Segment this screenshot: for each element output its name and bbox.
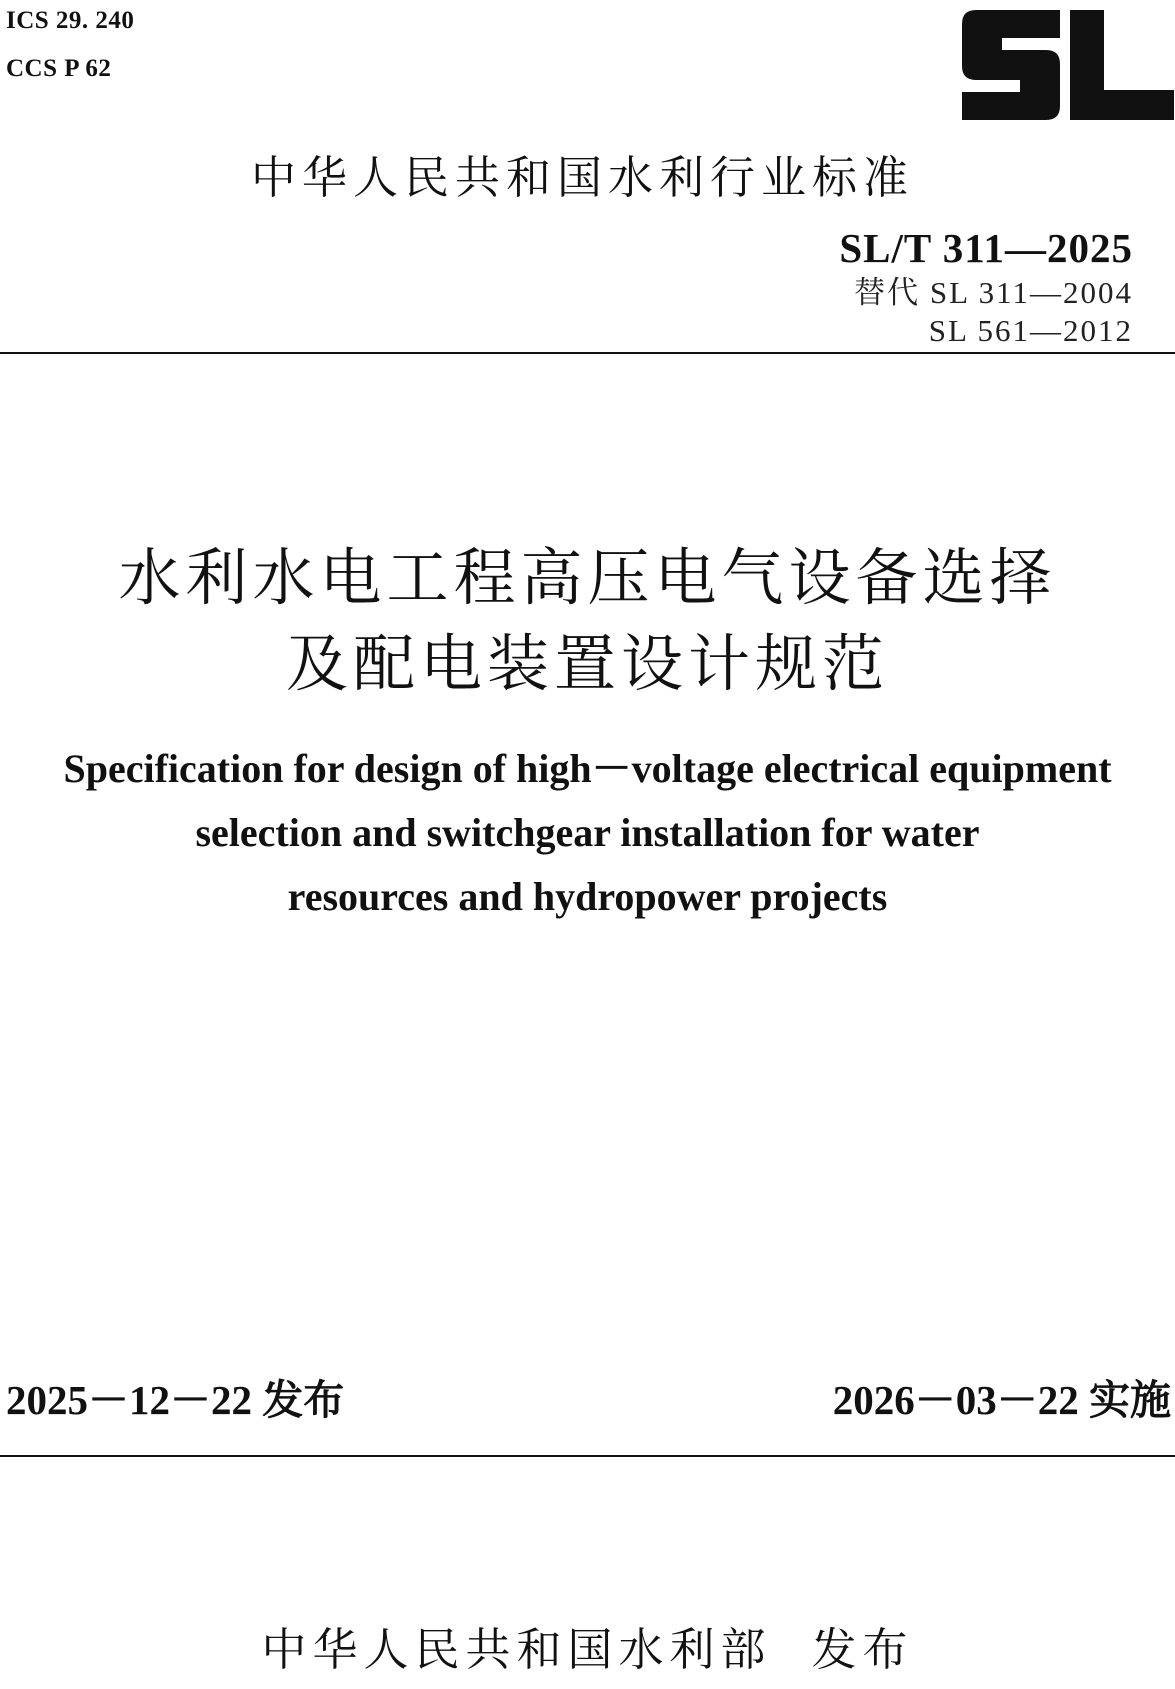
- issue-date: [6, 1374, 344, 1426]
- english-title-line-2: selection and switchgear installation for water: [195, 810, 980, 855]
- publisher-name: 中华人民共和国水利部: [261, 1623, 772, 1676]
- publisher: [0, 1620, 1175, 1680]
- chinese-title-line-1: 水利水电工程高压电气设备选择: [118, 541, 1057, 614]
- logo-letter-s: [962, 10, 1060, 120]
- standard-number: SL/T 311—2025: [839, 225, 1133, 271]
- implementation-date: [833, 1374, 1171, 1426]
- implementation-date-label: 实施: [1089, 1376, 1171, 1424]
- top-divider: [0, 352, 1175, 354]
- bottom-divider: [0, 1455, 1175, 1457]
- english-title-line-3: resources and hydropower projects: [287, 874, 888, 919]
- replaces-line-2: SL 561—2012: [928, 313, 1133, 348]
- sl-logo: [962, 10, 1174, 120]
- ics-code: ICS 29. 240: [6, 7, 135, 34]
- logo-letter-l: [1070, 10, 1174, 120]
- issue-date-label: 发布: [262, 1376, 345, 1424]
- ccs-code: CCS P 62: [6, 55, 112, 82]
- replaces-line-1: 替代 SL 311—2004: [854, 275, 1133, 310]
- implementation-date-value: 2026－03－22: [832, 1377, 1079, 1423]
- issue-date-value: 2025－12－22: [6, 1377, 252, 1423]
- english-title-line-1: Specification for design of high－voltage electrical equipment: [63, 746, 1112, 791]
- publish-label: 发布: [811, 1623, 914, 1676]
- issuer-line: 中华人民共和国水利行业标准: [250, 151, 914, 204]
- chinese-title-line-2: 及配电装置设计规范: [285, 627, 889, 700]
